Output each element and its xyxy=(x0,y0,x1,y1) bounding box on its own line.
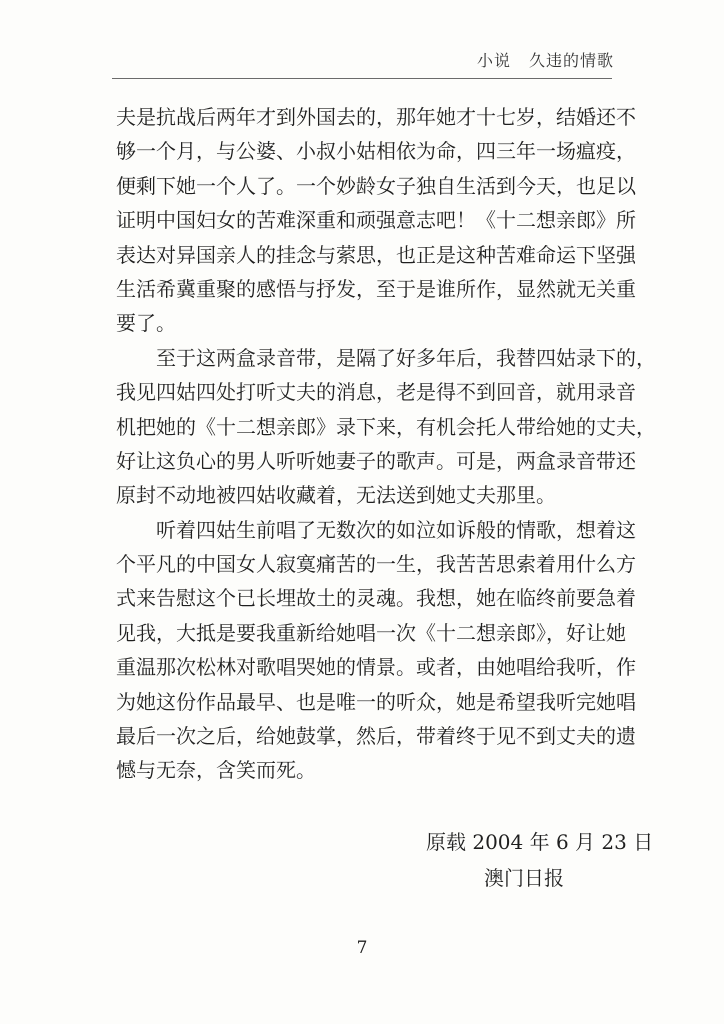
text-line: 够一个月，与公婆、小叔小姑相依为命，四三年一场瘟疫， xyxy=(116,139,636,164)
text-line: 表达对异国亲人的挂念与萦思，也正是这种苦难命运下坚强 xyxy=(116,242,636,267)
text-line: 听着四姑生前唱了无数次的如泣如诉般的情歌，想着这 xyxy=(116,517,636,542)
signature-source: 澳门日报 xyxy=(484,866,564,890)
paragraph-1 xyxy=(116,100,636,341)
text-line: 为她这份作品最早、也是唯一的听众，她是希望我听完她唱 xyxy=(116,689,636,714)
text-line: 要了。 xyxy=(116,311,176,336)
text-line: 式来告慰这个已长埋故土的灵魂。我想，她在临终前要急着 xyxy=(116,586,636,611)
text-line: 夫是抗战后两年才到外国去的，那年她才十七岁，结婚还不 xyxy=(116,105,636,129)
paragraph-3 xyxy=(116,513,636,788)
text-line: 便剩下她一个人了。一个妙龄女子独自生活到今天，也足以 xyxy=(116,173,636,198)
header-rule xyxy=(112,78,612,79)
text-line: 证明中国妇女的苦难深重和顽强意志吧！《十二想亲郎》所 xyxy=(116,208,636,233)
text-line: 至于这两盒录音带，是隔了好多年后，我替四姑录下的， xyxy=(116,345,656,370)
text-line: 好让这负心的男人听听她妻子的歌声。可是，两盒录音带还 xyxy=(116,448,636,473)
text-line: 生活希冀重聚的感悟与抒发，至于是谁所作，显然就无关重 xyxy=(116,276,636,301)
text-line: 见我，大抵是要我重新给她唱一次《十二想亲郎》，好让她 xyxy=(116,620,626,645)
body-text xyxy=(116,100,656,788)
text-line: 憾与无奈，含笑而死。 xyxy=(116,758,316,783)
text-line: 最后一次之后，给她鼓掌，然后，带着终于见不到丈夫的遗 xyxy=(116,724,636,749)
page-number: 7 xyxy=(356,938,368,958)
header-title: 久违的情歌 xyxy=(528,51,614,70)
paragraph-2 xyxy=(116,341,656,513)
text-line: 重温那次松林对歌唱哭她的情景。或者，由她唱给我听，作 xyxy=(116,655,636,680)
text-line: 机把她的《十二想亲郎》录下来，有机会托人带给她的丈夫， xyxy=(116,414,656,439)
text-line: 原封不动地被四姑收藏着，无法送到她丈夫那里。 xyxy=(116,483,556,508)
header-category: 小说 xyxy=(476,51,511,70)
page-header xyxy=(477,48,614,71)
signature-date: 原载 2004 年 6 月 23 日 xyxy=(426,830,654,854)
text-line: 个平凡的中国女人寂寞痛苦的一生，我苦苦思索着用什么方 xyxy=(116,552,636,577)
text-line: 我见四姑四处打听丈夫的消息，老是得不到回音，就用录音 xyxy=(116,380,636,405)
